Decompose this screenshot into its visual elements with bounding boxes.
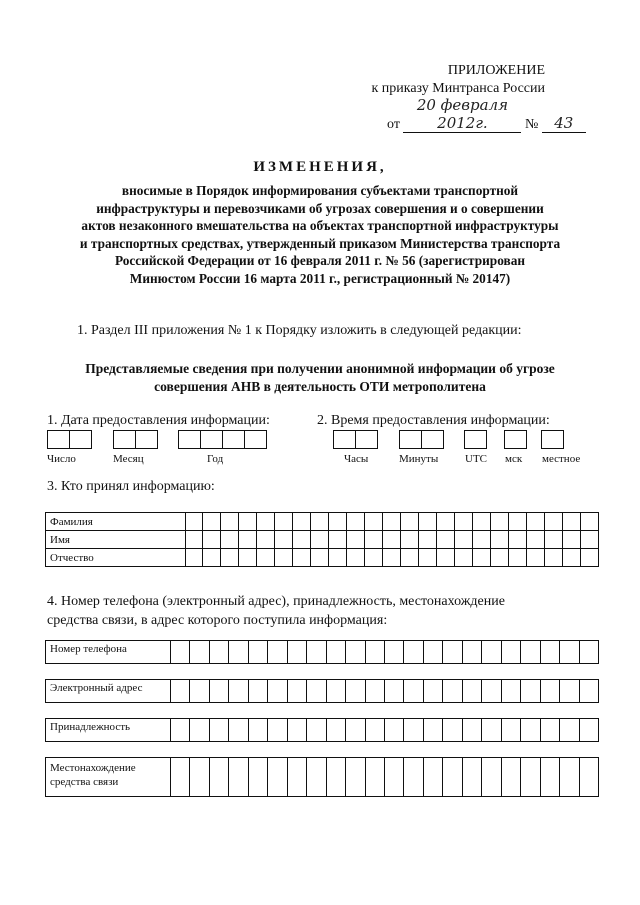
input-cell[interactable] <box>347 531 365 549</box>
input-cell[interactable] <box>580 680 598 702</box>
section-heading <box>0 360 640 395</box>
location-label <box>46 758 171 796</box>
month-digit-box[interactable] <box>113 430 136 449</box>
input-cell[interactable] <box>482 680 501 702</box>
name-label: Имя <box>46 531 186 549</box>
patronymic-label: Отчество <box>46 549 186 567</box>
input-cell[interactable] <box>346 719 365 741</box>
input-cell[interactable] <box>383 513 401 531</box>
input-cell[interactable] <box>365 531 383 549</box>
section-heading-line: Представляемые сведения при получении анонимной информации об угрозе <box>85 361 555 376</box>
input-cell[interactable] <box>385 641 404 663</box>
input-cell[interactable] <box>366 680 385 702</box>
input-cell[interactable] <box>346 680 365 702</box>
year-sublabel: Год <box>207 453 224 465</box>
input-cell[interactable] <box>437 513 455 531</box>
day-sublabel: Число <box>47 453 76 465</box>
input-cell[interactable] <box>463 758 482 796</box>
input-cell[interactable] <box>329 513 347 531</box>
subtitle-line: инфраструктуры и перевозчиками об угрозах совершения и о совершении <box>96 200 544 216</box>
input-cell[interactable] <box>257 549 275 567</box>
input-cell[interactable] <box>268 641 287 663</box>
input-cell[interactable] <box>401 549 419 567</box>
input-cell[interactable] <box>203 513 221 531</box>
month-digit-box[interactable] <box>135 430 158 449</box>
input-cell[interactable] <box>275 549 293 567</box>
input-cell[interactable] <box>463 641 482 663</box>
input-cell[interactable] <box>482 719 501 741</box>
input-cell[interactable] <box>463 680 482 702</box>
input-cell[interactable] <box>221 549 239 567</box>
input-cell[interactable] <box>544 549 562 567</box>
input-cell[interactable] <box>329 549 347 567</box>
input-cell[interactable] <box>307 758 326 796</box>
input-cell[interactable] <box>288 719 307 741</box>
hours-sublabel: Часы <box>344 453 369 465</box>
input-cell[interactable] <box>249 758 268 796</box>
minutes-digit-box[interactable] <box>421 430 444 449</box>
input-cell[interactable] <box>562 531 580 549</box>
time-minutes-boxes[interactable] <box>399 430 444 449</box>
input-cell[interactable] <box>521 641 540 663</box>
day-digit-box[interactable] <box>47 430 70 449</box>
input-cell[interactable] <box>443 641 462 663</box>
input-cell[interactable] <box>508 513 526 531</box>
input-cell[interactable] <box>257 531 275 549</box>
input-cell[interactable] <box>424 719 443 741</box>
input-cell[interactable] <box>327 758 346 796</box>
paragraph-1: 1. Раздел III приложения № 1 к Порядку изложить в следующей редакции: <box>77 323 522 338</box>
msk-checkbox[interactable] <box>504 430 527 449</box>
location-label-line: средства связи <box>50 776 119 788</box>
hours-digit-box[interactable] <box>333 430 356 449</box>
input-cell[interactable] <box>288 758 307 796</box>
location-label-line: Местонахождение <box>50 762 136 774</box>
owner-label: Принадлежность <box>46 719 171 741</box>
input-cell[interactable] <box>541 641 560 663</box>
receiver-table <box>45 512 599 567</box>
field-3-label: 3. Кто принял информацию: <box>47 479 215 494</box>
subtitle-line: и транспортных средствах, утвержденный приказом Министерства транспорта <box>79 235 561 251</box>
input-cell[interactable] <box>385 758 404 796</box>
handwritten-number: 43 <box>542 114 586 133</box>
month-sublabel: Месяц <box>113 453 144 465</box>
subtitle-line: Минюстом России 16 марта 2011 г., регистрационный № 20147) <box>129 270 511 286</box>
input-cell[interactable] <box>268 719 287 741</box>
field-4-line: 4. Номер телефона (электронный адрес), принадлежность, местонахождение <box>47 594 505 609</box>
input-cell[interactable] <box>580 513 598 531</box>
input-cell[interactable] <box>239 549 257 567</box>
input-cell[interactable] <box>268 758 287 796</box>
input-cell[interactable] <box>366 641 385 663</box>
input-cell[interactable] <box>327 641 346 663</box>
input-cell[interactable] <box>307 719 326 741</box>
date-day-boxes[interactable] <box>47 430 92 449</box>
date-month-boxes[interactable] <box>113 430 158 449</box>
input-cell[interactable] <box>385 680 404 702</box>
input-cell[interactable] <box>560 758 579 796</box>
input-cell[interactable] <box>347 513 365 531</box>
input-cell[interactable] <box>482 758 501 796</box>
minutes-digit-box[interactable] <box>399 430 422 449</box>
input-cell[interactable] <box>490 513 508 531</box>
input-cell[interactable] <box>385 719 404 741</box>
input-cell[interactable] <box>560 680 579 702</box>
input-cell[interactable] <box>463 719 482 741</box>
input-cell[interactable] <box>541 680 560 702</box>
input-cell[interactable] <box>190 758 209 796</box>
number-label: № <box>524 117 539 132</box>
input-cell[interactable] <box>311 513 329 531</box>
input-cell[interactable] <box>210 641 229 663</box>
input-cell[interactable] <box>293 549 311 567</box>
input-cell[interactable] <box>508 531 526 549</box>
input-cell[interactable] <box>443 680 462 702</box>
input-cell[interactable] <box>502 758 521 796</box>
input-cell[interactable] <box>562 513 580 531</box>
year-digit-box[interactable] <box>178 430 201 449</box>
input-cell[interactable] <box>455 513 473 531</box>
input-cell[interactable] <box>443 719 462 741</box>
document-subtitle <box>0 182 640 288</box>
input-cell[interactable] <box>508 549 526 567</box>
input-cell[interactable] <box>293 513 311 531</box>
table-row <box>46 513 599 531</box>
input-cell[interactable] <box>365 513 383 531</box>
input-cell[interactable] <box>229 719 248 741</box>
section-heading-line: совершения АНВ в деятельность ОТИ метрополитена <box>154 378 486 394</box>
input-cell[interactable] <box>404 641 423 663</box>
input-cell[interactable] <box>221 531 239 549</box>
input-cell[interactable] <box>249 719 268 741</box>
input-cell[interactable] <box>329 531 347 549</box>
input-cell[interactable] <box>502 641 521 663</box>
order-date-line <box>387 96 597 133</box>
input-cell[interactable] <box>521 680 540 702</box>
year-digit-box[interactable] <box>200 430 223 449</box>
input-cell[interactable] <box>580 758 598 796</box>
input-cell[interactable] <box>275 531 293 549</box>
owner-row <box>45 718 599 742</box>
utc-checkbox[interactable] <box>464 430 487 449</box>
input-cell[interactable] <box>401 513 419 531</box>
input-cell[interactable] <box>560 719 579 741</box>
handwritten-date: 20 февраля 2012г. <box>403 96 521 133</box>
email-row <box>45 679 599 703</box>
input-cell[interactable] <box>424 680 443 702</box>
input-cell[interactable] <box>185 531 203 549</box>
from-label: от <box>387 117 400 132</box>
input-cell[interactable] <box>171 758 190 796</box>
input-cell[interactable] <box>311 549 329 567</box>
input-cell[interactable] <box>293 531 311 549</box>
input-cell[interactable] <box>580 641 598 663</box>
input-cell[interactable] <box>502 719 521 741</box>
year-digit-box[interactable] <box>222 430 245 449</box>
input-cell[interactable] <box>455 549 473 567</box>
input-cell[interactable] <box>327 719 346 741</box>
input-cell[interactable] <box>190 641 209 663</box>
appendix-title: ПРИЛОЖЕНИЕ <box>447 63 545 78</box>
field-1-label: 1. Дата предоставления информации: <box>47 413 270 428</box>
input-cell[interactable] <box>239 513 257 531</box>
input-cell[interactable] <box>580 719 598 741</box>
surname-label: Фамилия <box>46 513 186 531</box>
input-cell[interactable] <box>490 531 508 549</box>
input-cell[interactable] <box>210 758 229 796</box>
table-row <box>46 531 599 549</box>
field-4-line: средства связи, в адрес которого поступила информация: <box>47 613 388 628</box>
input-cell[interactable] <box>185 549 203 567</box>
input-cell[interactable] <box>239 531 257 549</box>
input-cell[interactable] <box>190 719 209 741</box>
local-sublabel: местное <box>542 453 581 465</box>
input-cell[interactable] <box>203 531 221 549</box>
input-cell[interactable] <box>401 531 419 549</box>
date-year-boxes[interactable] <box>178 430 267 449</box>
input-cell[interactable] <box>288 641 307 663</box>
input-cell[interactable] <box>521 719 540 741</box>
input-cell[interactable] <box>437 531 455 549</box>
input-cell[interactable] <box>526 531 544 549</box>
subtitle-line: Российской Федерации от 16 февраля 2011 г. № 56 (зарегистрирован <box>114 253 526 269</box>
order-reference: к приказу Минтранса России <box>371 81 545 96</box>
phone-label: Номер телефона <box>46 641 171 663</box>
input-cell[interactable] <box>521 758 540 796</box>
input-cell[interactable] <box>268 680 287 702</box>
day-digit-box[interactable] <box>69 430 92 449</box>
input-cell[interactable] <box>288 680 307 702</box>
input-cell[interactable] <box>404 680 423 702</box>
input-cell[interactable] <box>249 680 268 702</box>
input-cell[interactable] <box>221 513 239 531</box>
input-cell[interactable] <box>473 531 491 549</box>
input-cell[interactable] <box>473 549 491 567</box>
input-cell[interactable] <box>424 641 443 663</box>
input-cell[interactable] <box>311 531 329 549</box>
input-cell[interactable] <box>383 531 401 549</box>
input-cell[interactable] <box>171 680 190 702</box>
input-cell[interactable] <box>443 758 462 796</box>
msk-sublabel: мск <box>505 453 523 465</box>
field-2-label: 2. Время предоставления информации: <box>317 413 550 428</box>
input-cell[interactable] <box>419 549 437 567</box>
time-hours-boxes[interactable] <box>333 430 378 449</box>
year-digit-box[interactable] <box>244 430 267 449</box>
input-cell[interactable] <box>580 531 598 549</box>
input-cell[interactable] <box>347 549 365 567</box>
input-cell[interactable] <box>419 513 437 531</box>
input-cell[interactable] <box>404 758 423 796</box>
input-cell[interactable] <box>203 549 221 567</box>
input-cell[interactable] <box>229 680 248 702</box>
input-cell[interactable] <box>229 641 248 663</box>
local-time-checkbox[interactable] <box>541 430 564 449</box>
document-title: ИЗМЕНЕНИЯ, <box>253 159 387 175</box>
input-cell[interactable] <box>560 641 579 663</box>
input-cell[interactable] <box>541 719 560 741</box>
input-cell[interactable] <box>307 641 326 663</box>
input-cell[interactable] <box>210 680 229 702</box>
input-cell[interactable] <box>346 758 365 796</box>
input-cell[interactable] <box>366 719 385 741</box>
input-cell[interactable] <box>473 513 491 531</box>
table-row <box>46 549 599 567</box>
input-cell[interactable] <box>437 549 455 567</box>
minutes-sublabel: Минуты <box>399 453 439 465</box>
input-cell[interactable] <box>229 758 248 796</box>
input-cell[interactable] <box>482 641 501 663</box>
input-cell[interactable] <box>327 680 346 702</box>
input-cell[interactable] <box>541 758 560 796</box>
input-cell[interactable] <box>190 680 209 702</box>
input-cell[interactable] <box>544 531 562 549</box>
input-cell[interactable] <box>490 549 508 567</box>
input-cell[interactable] <box>526 513 544 531</box>
field-4-text <box>47 592 607 630</box>
input-cell[interactable] <box>455 531 473 549</box>
utc-sublabel: UTC <box>465 453 487 465</box>
hours-digit-box[interactable] <box>355 430 378 449</box>
input-cell[interactable] <box>185 513 203 531</box>
input-cell[interactable] <box>249 641 268 663</box>
input-cell[interactable] <box>383 549 401 567</box>
input-cell[interactable] <box>502 680 521 702</box>
input-cell[interactable] <box>366 758 385 796</box>
input-cell[interactable] <box>257 513 275 531</box>
subtitle-line: вносимые в Порядок информирования субъектами транспортной <box>121 183 519 198</box>
input-cell[interactable] <box>365 549 383 567</box>
location-row <box>45 757 599 797</box>
input-cell[interactable] <box>580 549 598 567</box>
email-label: Электронный адрес <box>46 680 171 702</box>
input-cell[interactable] <box>526 549 544 567</box>
input-cell[interactable] <box>307 680 326 702</box>
input-cell[interactable] <box>562 549 580 567</box>
input-cell[interactable] <box>210 719 229 741</box>
input-cell[interactable] <box>171 719 190 741</box>
input-cell[interactable] <box>419 531 437 549</box>
input-cell[interactable] <box>424 758 443 796</box>
input-cell[interactable] <box>275 513 293 531</box>
input-cell[interactable] <box>404 719 423 741</box>
subtitle-line: актов незаконного вмешательства на объектах транспортной инфраструктуры <box>81 218 559 234</box>
phone-row <box>45 640 599 664</box>
input-cell[interactable] <box>544 513 562 531</box>
input-cell[interactable] <box>171 641 190 663</box>
input-cell[interactable] <box>346 641 365 663</box>
